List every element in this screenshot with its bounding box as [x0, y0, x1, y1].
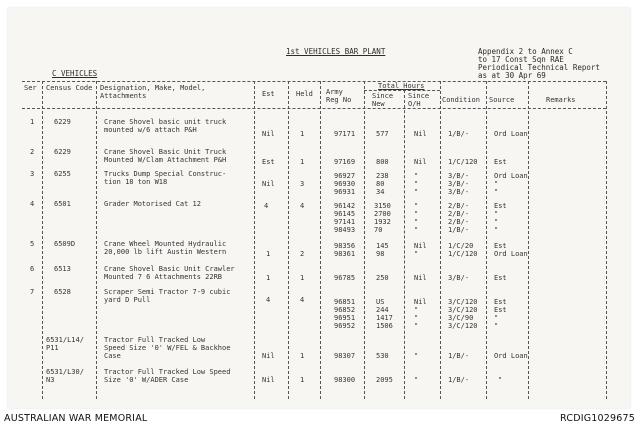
header-army: Army Reg No [326, 88, 352, 104]
row-4-held: 4 [300, 202, 305, 210]
row-1-army: 97171 [334, 130, 356, 138]
appendix-line-4: as at 30 Apr 69 [478, 71, 546, 80]
col-line-hours [404, 90, 405, 399]
header-census: Census Code [46, 84, 93, 92]
section-title: C VEHICLES [52, 69, 98, 78]
row-6-army: 96785 [334, 274, 356, 282]
row-3-est: Nil [262, 180, 275, 188]
row-8-census: 6531/L14/ P11 [46, 336, 84, 352]
row-9-census: 6531/L30/ N3 [46, 368, 84, 384]
appendix-line-3: Periodical Technical Report [478, 63, 600, 72]
row-8-cond: 1/B/- [448, 352, 470, 360]
row-7-held: 4 [300, 296, 305, 304]
row-9-est: Nil [262, 376, 275, 384]
row-1-source: Ord Loan [494, 130, 528, 138]
row-2-cond: 1/C/120 [448, 158, 478, 166]
document-title: 1st VEHICLES BAR PLANT [286, 47, 386, 56]
row-4-est: 4 [264, 202, 269, 210]
col-line-right [606, 81, 607, 399]
row-4-designation: Grader Motorised Cat 12 [104, 200, 201, 208]
row-9-oh: " [414, 376, 419, 384]
row-6-ser: 6 [30, 265, 35, 273]
row-9-cond: 1/B/- [448, 376, 470, 384]
row-7-census: 6528 [54, 288, 71, 296]
row-6-est: 1 [266, 274, 271, 282]
row-2-held: 1 [300, 158, 305, 166]
row-5-source: Est Ord Loan [494, 242, 528, 258]
header-est: Est [262, 90, 275, 98]
row-5-oh: Nil " [414, 242, 427, 258]
row-2-new: 800 [376, 158, 389, 166]
header-since-new: Since New [372, 92, 394, 108]
row-7-army: 96851 96852 96951 96952 [334, 298, 356, 330]
row-8-army: 98307 [334, 352, 356, 360]
row-8-oh: " [414, 352, 419, 360]
row-6-new: 250 [376, 274, 389, 282]
col-line-est [288, 81, 289, 399]
row-7-est: 4 [266, 296, 271, 304]
col-line-source [486, 81, 487, 399]
row-3-oh: " " " [414, 172, 419, 196]
col-line-census [96, 81, 97, 399]
row-7-oh: Nil " " " [414, 298, 427, 330]
row-1-held: 1 [300, 130, 305, 138]
col-line-ser [42, 81, 43, 399]
row-8-held: 1 [300, 352, 305, 360]
row-3-ser: 3 [30, 170, 35, 178]
row-3-designation: Trucks Dump Special Construc- tion 18 ton W18 [104, 170, 227, 186]
col-line-condition [440, 81, 441, 399]
row-6-held: 1 [300, 274, 305, 282]
row-5-est: 1 [266, 250, 271, 258]
row-7-cond: 3/C/120 3/C/120 3/C/90 3/C/120 [448, 298, 478, 330]
appendix-line-1: Appendix 2 to Annex C [478, 47, 573, 56]
row-1-cond: 1/B/- [448, 130, 470, 138]
row-8-new: 530 [376, 352, 389, 360]
row-2-ser: 2 [30, 148, 35, 156]
row-5-census: 6509D [54, 240, 76, 248]
row-9-new: 2095 [376, 376, 393, 384]
row-2-oh: Nil [414, 158, 427, 166]
row-9-army: 98300 [334, 376, 356, 384]
col-line-designation [254, 81, 255, 399]
hours-subheader-rule [364, 90, 440, 91]
row-4-source: Est " " " [494, 202, 507, 234]
col-line-remarks [528, 81, 529, 399]
row-5-held: 2 [300, 250, 305, 258]
row-5-ser: 5 [30, 240, 35, 248]
row-4-ser: 4 [30, 200, 35, 208]
row-6-census: 6513 [54, 265, 71, 273]
row-8-source: Ord Loan [494, 352, 528, 360]
row-5-new: 145 98 [376, 242, 389, 258]
row-3-army: 96927 96930 96931 [334, 172, 356, 196]
row-9-designation: Tractor Full Tracked Low Speed Size '0' W/ADER Case [104, 368, 231, 384]
row-5-designation: Crane Wheel Mounted Hydraulic 20,000 lb lift Austin Western [104, 240, 227, 256]
header-since-oh: Since O/H [408, 92, 430, 108]
document-page [8, 8, 630, 408]
row-4-new: 3150 2700 1932 70 [374, 202, 391, 234]
row-4-census: 6501 [54, 200, 71, 208]
row-1-ser: 1 [30, 118, 35, 126]
row-7-source: Est Est " " [494, 298, 507, 330]
header-condition: Condition [442, 96, 480, 104]
col-line-army [364, 81, 365, 399]
header-ser: Ser [24, 84, 37, 92]
row-7-designation: Scraper Semi Tractor 7-9 cubic yard D Pull [104, 288, 231, 304]
row-9-held: 1 [300, 376, 305, 384]
row-8-designation: Tractor Full Tracked Low Speed Size '0' W/FEL & Backhoe Case [104, 336, 231, 360]
row-3-cond: 3/B/- 3/B/- 3/B/- [448, 172, 470, 196]
row-2-est: Est [262, 158, 275, 166]
row-3-new: 238 80 34 [376, 172, 389, 196]
row-6-designation: Crane Shovel Basic Unit Crawler Mounted 7 6 Attachments 22RB [104, 265, 235, 281]
row-9-source: " [498, 376, 503, 384]
row-6-source: Est [494, 274, 507, 282]
row-6-oh: Nil [414, 274, 427, 282]
row-8-est: Nil [262, 352, 275, 360]
row-3-census: 6255 [54, 170, 71, 178]
header-held: Held [296, 90, 313, 98]
header-source: Source [489, 96, 515, 104]
header-total-hours: Total Hours [378, 82, 425, 90]
row-5-army: 98356 98361 [334, 242, 356, 258]
row-6-cond: 3/B/- [448, 274, 470, 282]
row-2-designation: Crane Shovel Basic Unit Truck Mounted W/Clam Attachment P&H [104, 148, 227, 164]
row-1-new: 577 [376, 130, 389, 138]
row-1-oh: Nil [414, 130, 427, 138]
row-4-cond: 2/B/- 2/B/- 2/B/- 1/B/- [448, 202, 470, 234]
table-top-rule [22, 81, 606, 82]
row-3-source: Ord Loan " " [494, 172, 528, 196]
header-remarks: Remarks [546, 96, 576, 104]
row-2-source: Est [494, 158, 507, 166]
table-header-rule [22, 108, 606, 109]
row-5-cond: 1/C/20 1/C/120 [448, 242, 478, 258]
row-3-held: 3 [300, 180, 305, 188]
footer-right: RCDIG1029675 [560, 413, 635, 424]
row-1-est: Nil [262, 130, 275, 138]
row-1-census: 6229 [54, 118, 71, 126]
appendix-line-2: to 17 Const Sqn RAE [478, 55, 564, 64]
row-4-oh: " " " " [414, 202, 419, 234]
row-2-census: 6229 [54, 148, 71, 156]
row-7-new: US 244 1417 1506 [376, 298, 393, 330]
header-designation: Designation, Make, Model, Attachments [100, 84, 206, 100]
row-4-army: 96142 96145 97141 98493 [334, 202, 356, 234]
row-2-army: 97169 [334, 158, 356, 166]
row-7-ser: 7 [30, 288, 35, 296]
footer-left: AUSTRALIAN WAR MEMORIAL [4, 413, 148, 424]
col-line-held [320, 81, 321, 399]
row-1-designation: Crane Shovel basic unit truck mounted w/6 attach P&H [104, 118, 227, 134]
